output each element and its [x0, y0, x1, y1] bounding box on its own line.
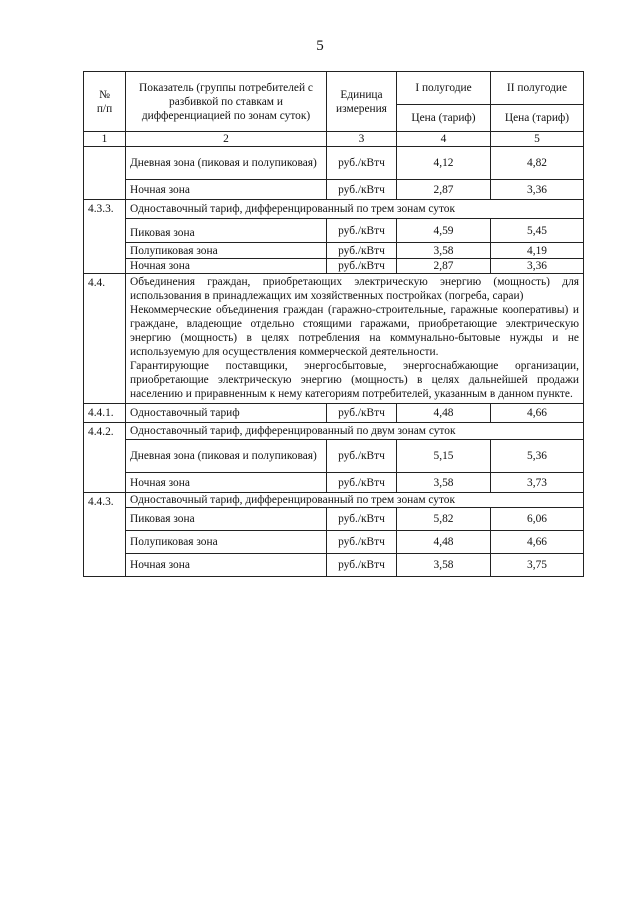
- section-number: 4.4.2.: [84, 423, 126, 493]
- description-paragraph: Объединения граждан, приобретающих электрическую энергию (мощность) для использования в принадлежащих им хозяйственных постройках (погреба, сараи): [130, 276, 579, 302]
- row-unit: руб./кВтч: [327, 531, 397, 554]
- row-unit: руб./кВтч: [327, 180, 397, 200]
- section-row-4-4-2: [84, 423, 584, 440]
- table-row: [84, 440, 584, 473]
- row-price1: 3,58: [397, 554, 491, 577]
- header-unit: Единица измерения: [327, 72, 397, 132]
- header-price1: Цена (тариф): [397, 105, 491, 132]
- section-title: Одноставочный тариф, дифференцированный по двум зонам суток: [126, 423, 584, 440]
- row-unit: руб./кВтч: [327, 508, 397, 531]
- page-number: 5: [316, 38, 324, 54]
- row-price2: 3,36: [491, 259, 584, 274]
- row-price2: 6,06: [491, 508, 584, 531]
- row-label: Ночная зона: [126, 554, 327, 577]
- description-paragraph: Некоммерческие объединения граждан (гаражно-строительные, гаражные кооперативы) и граждане, владеющие отдельно стоящими гаражами, приобретающие электрическую энергию (мощность) в целях потребления на коммунально-бытовые нужды и не используемую для осуществления коммерческой деятельности.: [130, 304, 579, 358]
- col-num: 4: [397, 132, 491, 147]
- tariff-table: [83, 71, 584, 577]
- row-label: Дневная зона (пиковая и полупиковая): [126, 147, 327, 180]
- table-row: [84, 259, 584, 274]
- row-price1: 4,59: [397, 219, 491, 243]
- section-row-4-4: [84, 274, 584, 404]
- column-number-row: [84, 132, 584, 147]
- col-num: 2: [126, 132, 327, 147]
- row-unit: руб./кВтч: [327, 219, 397, 243]
- row-label: Одноставочный тариф: [126, 404, 327, 423]
- section-number: 4.4.1.: [84, 404, 126, 423]
- row-price1: 5,82: [397, 508, 491, 531]
- row-unit: руб./кВтч: [327, 243, 397, 259]
- row-unit: руб./кВтч: [327, 440, 397, 473]
- header-row: [84, 72, 584, 105]
- row-price1: 3,58: [397, 473, 491, 493]
- row-price2: 3,73: [491, 473, 584, 493]
- col-num: 5: [491, 132, 584, 147]
- section-number: 4.4.: [84, 274, 126, 404]
- table-row: [84, 531, 584, 554]
- row-label: Полупиковая зона: [126, 531, 327, 554]
- header-half1: I полугодие: [397, 72, 491, 105]
- row-price2: 4,66: [491, 531, 584, 554]
- col-num: 3: [327, 132, 397, 147]
- row-label: Ночная зона: [126, 180, 327, 200]
- row-price1: 4,12: [397, 147, 491, 180]
- table-row: [84, 508, 584, 531]
- row-unit: руб./кВтч: [327, 473, 397, 493]
- description-paragraph: Гарантирующие поставщики, энергосбытовые, энергоснабжающие организации, приобретающие электрическую энергию (мощность) в целях дальнейшей продажи населению и приравненным к нему категориям потребителей, указанным в данном пункте.: [130, 360, 579, 400]
- table-row: [84, 219, 584, 243]
- table-row: [84, 554, 584, 577]
- row-unit: руб./кВтч: [327, 554, 397, 577]
- row-label: Дневная зона (пиковая и полупиковая): [126, 440, 327, 473]
- row-label: Пиковая зона: [126, 508, 327, 531]
- section-row-4-3-3: [84, 200, 584, 219]
- row-unit: руб./кВтч: [327, 259, 397, 274]
- section-title: Одноставочный тариф, дифференцированный по трем зонам суток: [126, 200, 584, 219]
- row-price1: 5,15: [397, 440, 491, 473]
- row-label: Ночная зона: [126, 473, 327, 493]
- row-label: Пиковая зона: [126, 219, 327, 243]
- col-num: 1: [84, 132, 126, 147]
- row-price2: 4,82: [491, 147, 584, 180]
- row-price2: 5,45: [491, 219, 584, 243]
- row-label: Ночная зона: [126, 259, 327, 274]
- row-price1: 2,87: [397, 180, 491, 200]
- row-price2: 5,36: [491, 440, 584, 473]
- header-indicator: Показатель (группы потребителей с разбивкой по ставкам и дифференциацией по зонам суток): [126, 72, 327, 132]
- table-row: [84, 473, 584, 493]
- section-description: [126, 274, 584, 404]
- row-price1: 3,58: [397, 243, 491, 259]
- section-number: 4.4.3.: [84, 493, 126, 577]
- row-price2: 3,36: [491, 180, 584, 200]
- row-label: Полупиковая зона: [126, 243, 327, 259]
- section-row-4-4-1: [84, 404, 584, 423]
- table-row: [84, 147, 584, 180]
- header-half2: II полугодие: [491, 72, 584, 105]
- header-price2: Цена (тариф): [491, 105, 584, 132]
- row-unit: руб./кВтч: [327, 147, 397, 180]
- table-row: [84, 180, 584, 200]
- row-price2: 3,75: [491, 554, 584, 577]
- row-unit: руб./кВтч: [327, 404, 397, 423]
- section-row-4-4-3: [84, 493, 584, 508]
- header-num: № п/п: [84, 72, 126, 132]
- row-price2: 4,66: [491, 404, 584, 423]
- empty-num-cell: [84, 147, 126, 200]
- row-price1: 4,48: [397, 404, 491, 423]
- section-number: 4.3.3.: [84, 200, 126, 274]
- section-title: Одноставочный тариф, дифференцированный по трем зонам суток: [126, 493, 584, 508]
- row-price1: 4,48: [397, 531, 491, 554]
- row-price1: 2,87: [397, 259, 491, 274]
- row-price2: 4,19: [491, 243, 584, 259]
- table-row: [84, 243, 584, 259]
